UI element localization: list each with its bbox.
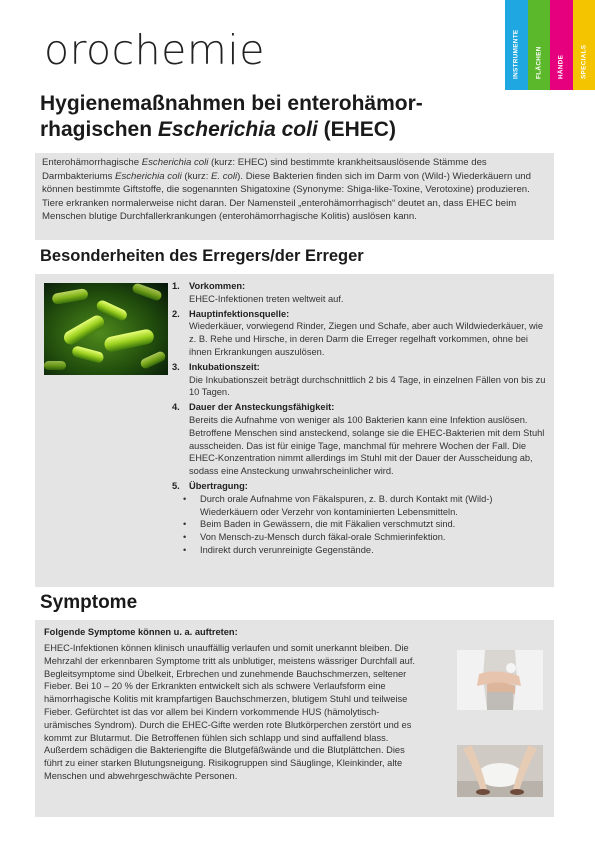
- title-line-2-post: (EHEC): [317, 118, 396, 141]
- transmission-bullet: [183, 544, 548, 557]
- bullet-text: Durch orale Aufnahme von Fäkalspuren, z. B. durch Kontakt mit (Wild-) Wiederkäuern oder Verzehr von kontaminierten Lebensmitteln.: [200, 493, 493, 517]
- intro-species-2: Escherichia coli: [115, 170, 182, 182]
- transmission-bullet: [183, 531, 548, 544]
- item-text: EHEC-Infektionen treten weltweit auf.: [189, 293, 344, 304]
- title-line-1: Hygienemaßnahmen bei enterohämor-: [40, 92, 423, 115]
- intro-box: [35, 153, 554, 240]
- category-tab-label: FLÄCHEN: [535, 46, 543, 79]
- page-title: [40, 91, 560, 143]
- characteristic-item: [172, 308, 548, 361]
- bullet-marker: •: [183, 493, 187, 504]
- category-tab-specials: [573, 0, 595, 90]
- intro-species-1: Escherichia coli: [141, 157, 209, 168]
- characteristic-item: [172, 280, 548, 308]
- item-title: Hauptinfektionsquelle:: [189, 308, 290, 319]
- title-species: Escherichia coli: [157, 118, 318, 141]
- category-tab-instrumente: [505, 0, 528, 90]
- stomach-ache-photo: [457, 650, 543, 710]
- intro-text-4: ). Diese Bakterien finden sich im Darm von (Wild-) Wiederkäuern und können bestimmte Giftstoffe, die sogenannten Shigatoxine (Synonyme: Shiga-like-Toxine, Verotoxine) produzieren. Tiere erkranken normalerweise nicht daran. Der Namensteil „enterohämorrhagisch“ deutet an, dass EHEC beim Menschen blutige Durchfallerkrankungen (enterohämorrhagische Kolitis) auslösen kann.: [42, 170, 531, 222]
- item-number: 3.: [172, 361, 180, 372]
- transmission-bullet: [183, 518, 548, 531]
- bullet-marker: •: [183, 532, 187, 543]
- category-tab-label: INSTRUMENTE: [512, 29, 520, 79]
- category-tabs: [505, 0, 595, 90]
- category-tab-label: SPECIALS: [580, 44, 588, 79]
- item-number: 4.: [172, 402, 180, 413]
- intro-text-2: (kurz: EHEC) sind bestimmte krankheitsauslösende Stämme des Darmbakteriums: [42, 157, 487, 182]
- transmission-bullet: [183, 493, 548, 519]
- symptoms-subheading: Folgende Symptome können u. a. auftreten:: [44, 627, 238, 637]
- characteristic-item: [172, 480, 548, 493]
- item-number: 2.: [172, 308, 180, 319]
- toilet-photo: [457, 745, 543, 797]
- section-heading-symptoms: Symptome: [40, 592, 138, 613]
- intro-species-3: E. coli: [211, 170, 238, 182]
- category-tab-haende: [550, 0, 573, 90]
- item-text: Bereits die Aufnahme von weniger als 100 Bakterien kann eine Infektion auslösen. Betroffene Menschen sind ansteckend, solange sie die EHEC-Bakterien mit dem Stuhl ausscheiden. Das ist für einige Tage, manchmal für mehrere Wochen der Fall. Die EHEC-Konzentration nimmt allerdings im Stuhl mit der Dauer der Ausscheidung ab, sodass eine Ansteckung unwahrscheinlicher wird.: [189, 414, 545, 477]
- category-tab-label: HÄNDE: [557, 54, 565, 79]
- item-title: Dauer der Ansteckungsfähigkeit:: [189, 402, 335, 413]
- bullet-marker: •: [183, 544, 187, 555]
- item-number: 5.: [172, 480, 180, 491]
- characteristics-list: [172, 280, 548, 557]
- title-line-2-pre: rhagischen: [40, 118, 158, 141]
- section-heading-characteristics: Besonderheiten des Erregers/der Erreger: [40, 247, 364, 265]
- item-title: Übertragung:: [189, 480, 248, 491]
- bullet-text: Indirekt durch verunreinigte Gegenstände.: [200, 544, 374, 555]
- characteristic-item: [172, 361, 548, 401]
- intro-text-3: (kurz:: [181, 170, 212, 182]
- item-text: Wiederkäuer, vorwiegend Rinder, Ziegen und Schafe, aber auch Wildwiederkäuer, wie z. B. Rehe und Hirsche, in deren Darm die Erreger regelhaft vorkommen, ohne bei ihnen Erkrankungen auszulösen.: [189, 321, 543, 357]
- characteristic-item: [172, 401, 548, 480]
- item-title: Inkubationszeit:: [189, 361, 260, 372]
- bullet-text: Von Mensch-zu-Mensch durch fäkal-orale Schmierinfektion.: [200, 532, 446, 543]
- category-tab-flaechen: [528, 0, 551, 90]
- symptoms-text: EHEC-Infektionen können klinisch unauffällig verlaufen und somit unerkannt bleiben. Die Mehrzahl der erkennbaren Symptome tritt als unblutiger, meistens wässriger Durchfall auf. Begleitsymptome sind Übelkeit, Erbrechen und zunehmende Bauchschmerzen, seltener Fieber. Bei 10 – 20 % der Erkrankten entwickelt sich als schwere Verlaufsform eine hämorrhagische Kolitis mit krampfartigen Bauchschmerzen, blutigem Stuhl und teilweise Fieber. Gefürchtet ist das vor allem bei Kindern vorkommende HUS (hämolytisch-urämisches Syndrom). Durch die EHEC-Gifte werden rote Blutkörperchen zerstört und es kommt zur Blutarmut. Die Betroffenen fühlen sich schlapp und sind auffallend blass. Außerdem schädigen die Bakteriengifte die Blutgefäßwände und die Blutplättchen. Dies führt zu einer starken Blutungsneigung. Risikogruppen sind Säuglinge, Kleinkinder, alte Menschen und abwehrgeschwächte Personen.: [44, 643, 416, 781]
- item-title: Vorkommen:: [189, 281, 246, 291]
- intro-text-1: Enterohämorrhagische: [42, 157, 142, 168]
- bullet-text: Beim Baden in Gewässern, die mit Fäkalien verschmutzt sind.: [200, 519, 456, 530]
- bacteria-image: [44, 283, 168, 375]
- item-text: Die Inkubationszeit beträgt durchschnittlich 2 bis 4 Tage, in einzelnen Fällen von bis zu 10 Tagen.: [189, 374, 546, 398]
- item-number: 1.: [172, 281, 180, 291]
- brand-logo: orochemie: [44, 26, 265, 74]
- bullet-marker: •: [183, 519, 187, 530]
